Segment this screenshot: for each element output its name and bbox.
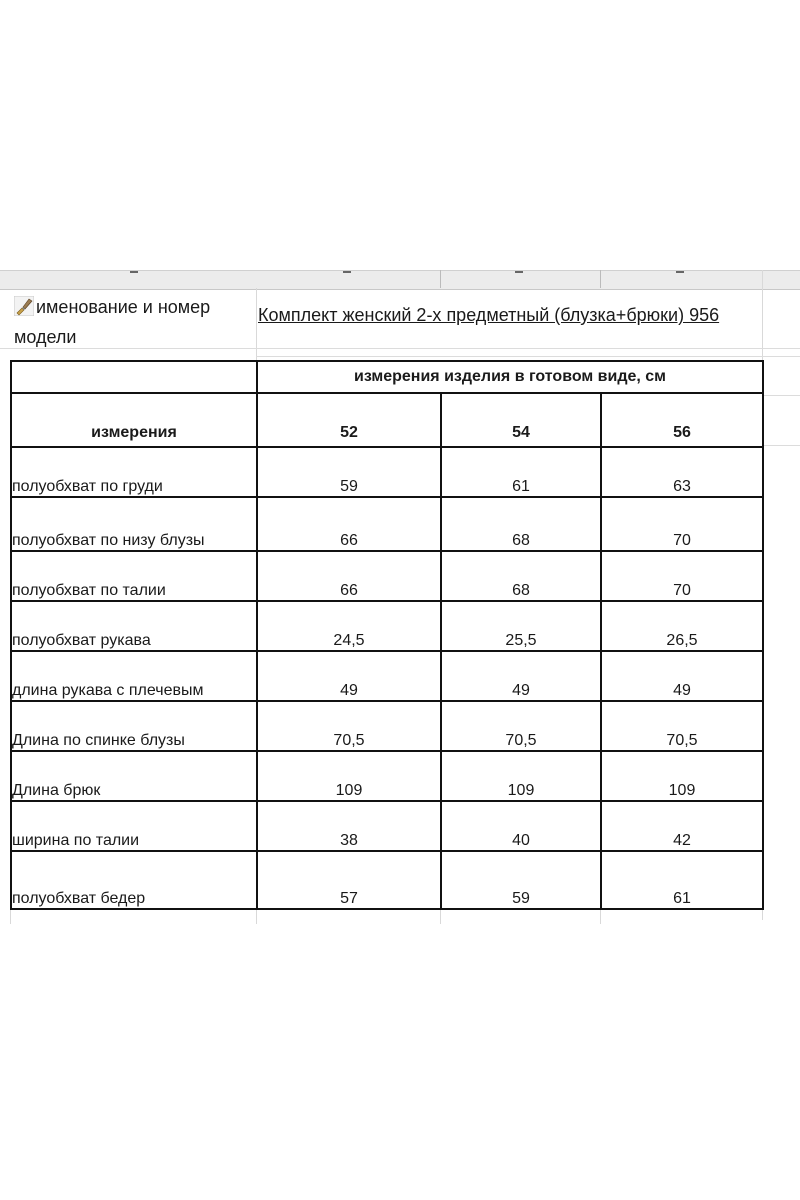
size-54-value[interactable]: 59 [441,851,601,909]
size-54-value[interactable]: 40 [441,801,601,851]
gridline [440,270,441,288]
paint-brush-icon[interactable] [14,295,34,315]
gridline [762,445,800,446]
size-54-value[interactable]: 68 [441,551,601,601]
column-header-strip [0,270,800,290]
column-tick [676,271,684,273]
table-row [11,551,763,601]
size-54-value[interactable]: 68 [441,497,601,551]
size-52-value[interactable]: 66 [257,497,441,551]
model-title-label[interactable] [14,292,210,352]
row-label[interactable]: полуобхват по талии [11,551,257,601]
gridline [256,910,257,924]
table-row [11,851,763,909]
size-56-value[interactable]: 63 [601,447,763,497]
size-52-value[interactable]: 66 [257,551,441,601]
row-label[interactable]: Длина брюк [11,751,257,801]
size-52-header[interactable]: 52 [257,393,441,447]
size-56-value[interactable]: 49 [601,651,763,701]
table-body [11,447,763,909]
size-52-value[interactable]: 109 [257,751,441,801]
row-label[interactable]: ширина по талии [11,801,257,851]
gridline [600,270,601,288]
gridline [440,910,441,924]
table-row [11,447,763,497]
group-header[interactable]: измерения изделия в готовом виде, см [257,361,763,393]
size-54-value[interactable]: 49 [441,651,601,701]
row-label[interactable]: длина рукава с плечевым [11,651,257,701]
row-label[interactable]: полуобхват рукава [11,601,257,651]
column-tick [130,271,138,273]
size-52-value[interactable]: 49 [257,651,441,701]
measure-header[interactable]: измерения [11,393,257,447]
title-label-line2: модели [14,327,77,347]
table-row [11,601,763,651]
table-row [11,651,763,701]
model-name[interactable]: Комплект женский 2-х предметный (блузка+брюки) 956 [258,305,720,325]
size-52-value[interactable]: 57 [257,851,441,909]
size-54-value[interactable]: 25,5 [441,601,601,651]
row-label[interactable]: полуобхват по низу блузы [11,497,257,551]
size-56-header[interactable]: 56 [601,393,763,447]
table-row [11,751,763,801]
size-54-value[interactable]: 61 [441,447,601,497]
size-56-value[interactable]: 70,5 [601,701,763,751]
gridline [10,910,11,924]
column-tick [515,271,523,273]
size-56-value[interactable]: 70 [601,497,763,551]
table-row [11,801,763,851]
size-56-value[interactable]: 61 [601,851,763,909]
column-tick [343,271,351,273]
size-56-value[interactable]: 26,5 [601,601,763,651]
row-label[interactable]: Длина по спинке блузы [11,701,257,751]
gridline [256,288,257,360]
table-row [11,497,763,551]
size-52-value[interactable]: 70,5 [257,701,441,751]
size-56-value[interactable]: 42 [601,801,763,851]
table-row [11,701,763,751]
size-52-value[interactable]: 59 [257,447,441,497]
row-label[interactable]: полуобхват по груди [11,447,257,497]
size-56-value[interactable]: 70 [601,551,763,601]
size-54-value[interactable]: 109 [441,751,601,801]
table-header-row [11,361,763,393]
size-56-value[interactable]: 109 [601,751,763,801]
row-label[interactable]: полуобхват бедер [11,851,257,909]
table-header-row [11,393,763,447]
measure-header-cell[interactable] [11,361,257,393]
gridline [762,395,800,396]
gridline [256,356,800,357]
gridline [600,910,601,924]
size-52-value[interactable]: 38 [257,801,441,851]
title-label-line1: именование и номер [36,297,211,317]
size-table [10,360,764,910]
size-54-value[interactable]: 70,5 [441,701,601,751]
size-54-header[interactable]: 54 [441,393,601,447]
size-52-value[interactable]: 24,5 [257,601,441,651]
